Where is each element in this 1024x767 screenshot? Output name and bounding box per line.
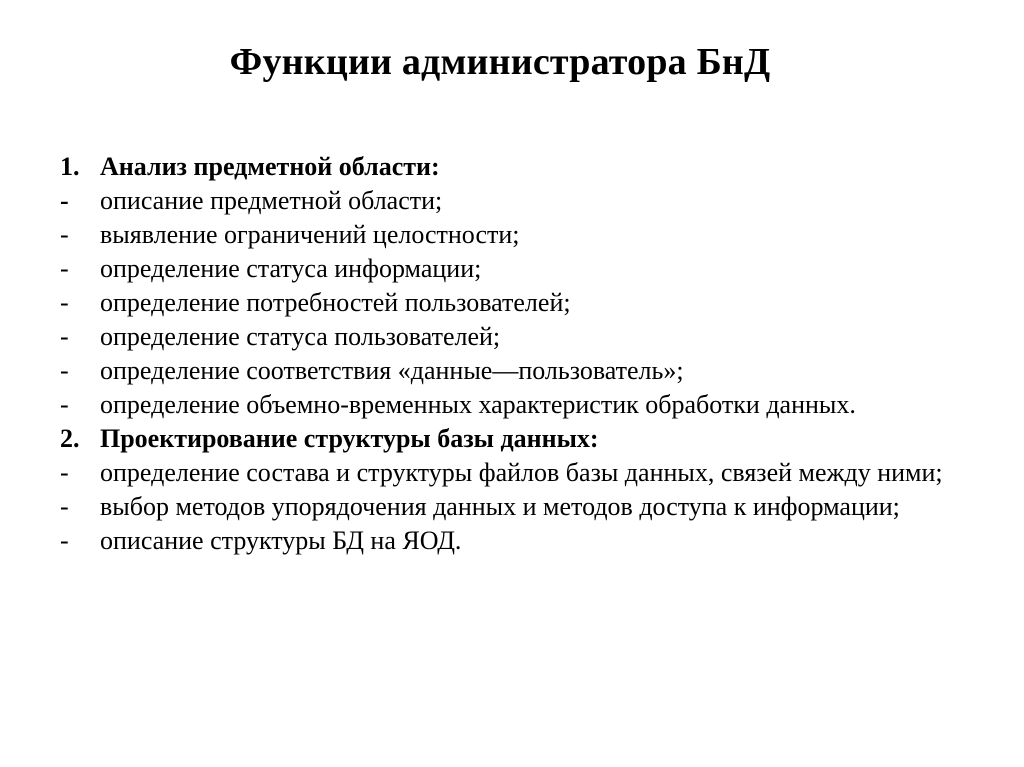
section-heading-text: Проектирование структуры базы данных: <box>100 424 599 453</box>
list-item-text: определение соответствия «данные—пользователь»; <box>100 356 684 385</box>
section-number: 1. <box>60 152 80 181</box>
list-marker: - <box>60 186 69 215</box>
slide-title: Функции администратора БнД <box>229 41 771 83</box>
list-item <box>60 388 960 422</box>
list-item-text: определение статуса информации; <box>100 254 482 283</box>
list-marker: - <box>60 492 69 521</box>
list-marker: - <box>60 356 69 385</box>
section-heading-text: Анализ предметной области: <box>100 152 440 181</box>
list-item <box>60 456 960 490</box>
content-list <box>60 150 960 558</box>
list-marker: - <box>60 458 69 487</box>
section-heading <box>60 422 960 456</box>
list-item-text: описание структуры БД на ЯОД. <box>100 526 462 555</box>
list-marker: - <box>60 390 69 419</box>
list-item <box>60 320 960 354</box>
list-item-text: определение статуса пользователей; <box>100 322 501 351</box>
list-item <box>60 184 960 218</box>
section-heading <box>60 150 960 184</box>
list-item-text: определение потребностей пользователей; <box>100 288 571 317</box>
list-item <box>60 218 960 252</box>
list-marker: - <box>60 526 69 555</box>
list-item <box>60 490 960 524</box>
list-item-text: выбор методов упорядочения данных и методов доступа к информации; <box>100 492 900 521</box>
list-marker: - <box>60 322 69 351</box>
list-marker: - <box>60 288 69 317</box>
list-marker: - <box>60 220 69 249</box>
section-number: 2. <box>60 424 80 453</box>
list-item-text: описание предметной области; <box>100 186 443 215</box>
list-item <box>60 524 960 558</box>
list-item-text: определение объемно-временных характеристик обработки данных. <box>100 390 856 419</box>
list-item <box>60 252 960 286</box>
list-item-text: выявление ограничений целостности; <box>100 220 520 249</box>
list-item <box>60 354 960 388</box>
list-item-text: определение состава и структуры файлов базы данных, связей между ними; <box>100 458 943 487</box>
list-item <box>60 286 960 320</box>
list-marker: - <box>60 254 69 283</box>
